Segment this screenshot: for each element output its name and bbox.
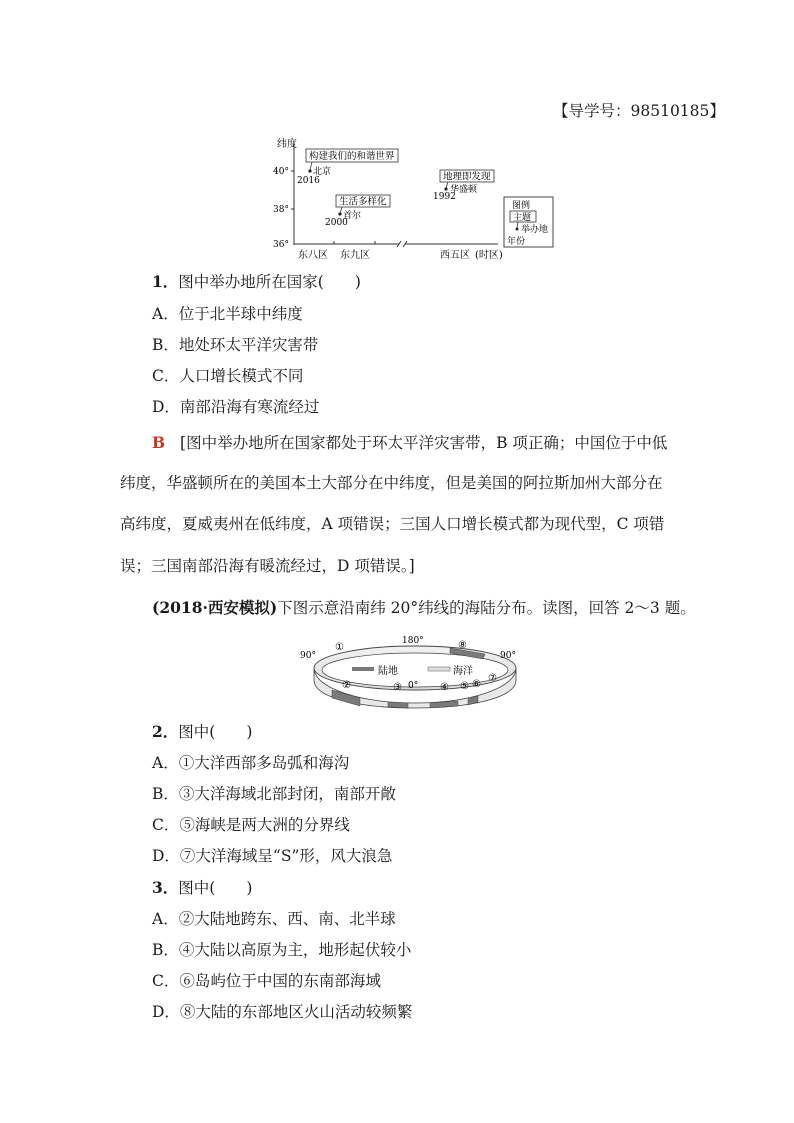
event-theme: 生活多样化 [339, 196, 387, 208]
y-tick: 40° [273, 167, 289, 177]
event-place: 华盛顿 [450, 185, 478, 195]
q2-stem: 2．图中( ) [152, 722, 253, 741]
q1-option: A．位于北半球中纬度 [152, 305, 303, 323]
event-theme: 构建我们的和谐世界 [309, 151, 395, 162]
marker-8: ⑧ [458, 640, 467, 651]
explanation-line: [图中举办地所在国家都处于环太平洋灾害带，B 项正确；中国位于中低 [180, 434, 668, 452]
explanation-line: 高纬度，夏威夷州在低纬度，A 项错误；三国人口增长模式都为现代型，C 项错 [120, 515, 665, 533]
answer-letter: B [152, 433, 166, 452]
event-point [338, 212, 341, 215]
marker-2: ② [342, 680, 351, 691]
q1-answer-line [152, 433, 667, 453]
x-label: 东八区 [298, 250, 328, 261]
marker-1: ① [335, 642, 344, 653]
event-year: 1992 [433, 192, 456, 202]
y-tick: 36° [273, 240, 289, 250]
legend-place: 举办地 [521, 225, 549, 235]
label-90-left: 90° [300, 651, 316, 661]
q1-option: D．南部沿海有寒流经过 [152, 398, 320, 416]
intro-line: (2018·西安模拟)下图示意沿南纬 20°纬线的海陆分布。读图，回答 2～3 题。 [152, 598, 696, 617]
guide-number: 【导学号：98510185】 [553, 102, 725, 120]
event-point [444, 187, 447, 190]
q3-option: D．⑧大陆的东部地区火山活动较频繁 [152, 1003, 413, 1021]
explanation-line: 纬度，华盛顿所在的美国本土大部分在中纬度，但是美国的阿拉斯加州大部分在 [120, 474, 663, 492]
expo-chart [270, 134, 560, 264]
latitude-ring-diagram [300, 628, 530, 710]
q1-option: C．人口增长模式不同 [152, 367, 304, 385]
event-place: 首尔 [343, 211, 362, 221]
x-label: 西五区 [440, 250, 470, 261]
marker-6: ⑥ [472, 679, 481, 690]
x-label: (时区) [475, 250, 503, 261]
q2-option: D．⑦大洋海域呈“S”形，风大浪急 [152, 847, 393, 865]
land-segment [332, 690, 360, 706]
legend-theme: 主题 [513, 213, 532, 223]
x-label: 东九区 [340, 250, 370, 261]
q2-option: B．③大洋海域北部封闭，南部开敞 [152, 785, 396, 803]
legend-ocean: 海洋 [453, 666, 473, 677]
label-180: 180° [402, 636, 424, 646]
legend-title: 图例 [512, 201, 531, 211]
marker-4: ④ [440, 682, 449, 693]
event-theme: 地理即发现 [443, 171, 491, 183]
q3-option: A．②大陆地跨东、西、南、北半球 [152, 910, 396, 928]
q1-option: B．地处环太平洋灾害带 [152, 336, 319, 354]
marker-5: ⑤ [460, 681, 469, 692]
event-place: 北京 [313, 167, 332, 177]
q2-option: A．①大洋西部多岛弧和海沟 [152, 754, 350, 772]
explanation-line: 误；三国南部沿海有暖流经过，D 项错误。] [120, 557, 415, 575]
marker-7: ⑦ [488, 673, 497, 684]
event-year: 2016 [297, 176, 320, 186]
y-tick: 38° [273, 205, 289, 215]
event-point [308, 169, 311, 172]
legend-year: 年份 [507, 237, 526, 247]
label-90-right: 90° [500, 651, 516, 661]
q3-option: B．④大陆以高原为主，地形起伏较小 [152, 941, 412, 959]
label-0: 0° [408, 681, 419, 691]
y-axis-label: 纬度 [277, 139, 297, 150]
marker-3: ③ [393, 682, 402, 693]
q1-stem: 1．图中举办地所在国家( ) [152, 272, 361, 291]
event-year: 2000 [325, 218, 348, 228]
q2-option: C．⑤海峡是两大洲的分界线 [152, 816, 350, 834]
land-segment [388, 702, 408, 708]
q3-option: C．⑥岛屿位于中国的东南部海域 [152, 972, 381, 990]
q3-stem: 3．图中( ) [152, 878, 253, 897]
legend-land: 陆地 [378, 666, 398, 677]
